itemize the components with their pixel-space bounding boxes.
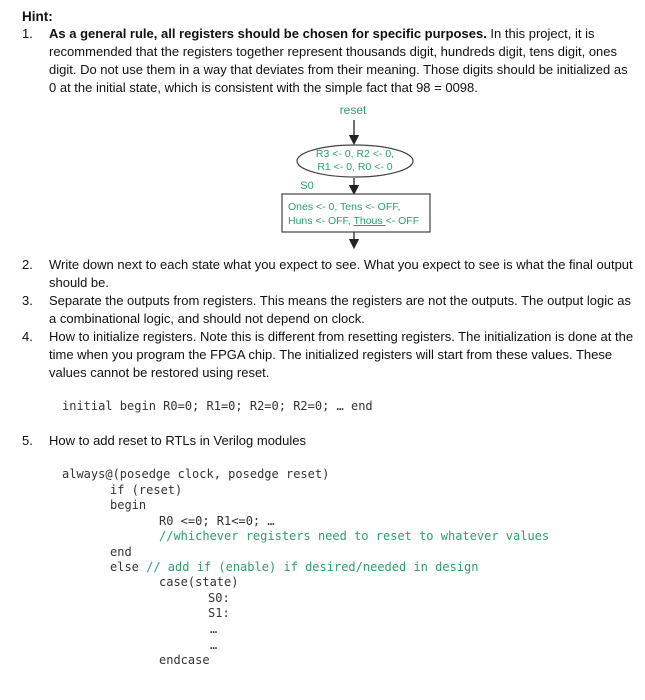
state-line-2: R1 <- 0, R0 <- 0 [317, 161, 393, 173]
state-name-s0: S0 [300, 180, 314, 192]
hint-item-5 [22, 432, 638, 450]
item-3-text: Separate the outputs from registers. This means the registers are not the outputs. The output logic as a combinational logic, and should not depend on clock. [49, 293, 631, 326]
hint-item-1 [22, 25, 638, 97]
code-line-endcase: endcase [159, 653, 210, 667]
code-line-if-reset: if (reset) [110, 483, 183, 497]
output-line-1: Ones <- 0, Tens <- OFF, [288, 201, 401, 213]
item-4-text: How to initialize registers. Note this is different from resetting registers. The initialization is done at the time when you program the FPGA chip. The initialized registers will start from these values. These values cannot be restored using reset. [49, 329, 634, 380]
state-line-1: R3 <- 0, R2 <- 0, [315, 148, 395, 160]
item-number: 1. [22, 26, 33, 41]
hint-item-4 [22, 328, 638, 382]
item-number: 5. [22, 433, 33, 448]
item-2-text: Write down next to each state what you expect to see. What you expect to see is what the final output should be. [49, 257, 633, 290]
code-line-s1: S1: [208, 606, 230, 620]
item-number: 2. [22, 257, 33, 272]
item-1-bold-text: As a general rule, all registers should be chosen for specific purposes. [49, 26, 487, 41]
reset-label: reset [339, 103, 367, 117]
hint-item-2 [22, 256, 638, 292]
code-line-begin: begin [110, 498, 147, 512]
else-comment: // add if (enable) if desired/needed in design [138, 560, 479, 574]
code-line-ellipsis-1: … [210, 622, 218, 636]
else-keyword: else [110, 560, 139, 574]
item-1-text: In this project, it is recommended that the registers together represent thousands digit, hundreds digit, tens digit, ones digit. Do not use them in a way that deviates from their meaning. Those digits should be initialized as 0 at the initial state, which is consistent with the simple fact that 98 = 0098. [49, 26, 628, 95]
code-line-s0: S0: [208, 591, 230, 605]
output-line-2c: <- OFF [385, 215, 420, 227]
hint-item-3 [22, 292, 638, 328]
output-line-2a: Huns <- OFF, [288, 215, 354, 227]
code-line-comment: //whichever registers need to reset to whatever values [159, 529, 550, 543]
item-number: 4. [22, 329, 33, 344]
code-line-else [110, 560, 478, 574]
code-line-reset-assign: R0 <=0; R1<=0; … [159, 514, 275, 528]
state-diagram [0, 100, 645, 250]
code-line-end: end [110, 545, 132, 559]
initial-code-line: initial begin R0=0; R1=0; R2=0; R2=0; … end [62, 399, 373, 413]
code-line-always: always@(posedge clock, posedge reset) [62, 467, 330, 481]
item-number: 3. [22, 293, 33, 308]
code-line-ellipsis-2: … [210, 638, 218, 652]
item-5-text: How to add reset to RTLs in Verilog modules [49, 433, 307, 448]
output-line-2 [288, 215, 419, 227]
output-line-2b: Thous [353, 215, 386, 227]
hint-title: Hint: [22, 9, 53, 24]
code-line-case: case(state) [159, 575, 239, 589]
